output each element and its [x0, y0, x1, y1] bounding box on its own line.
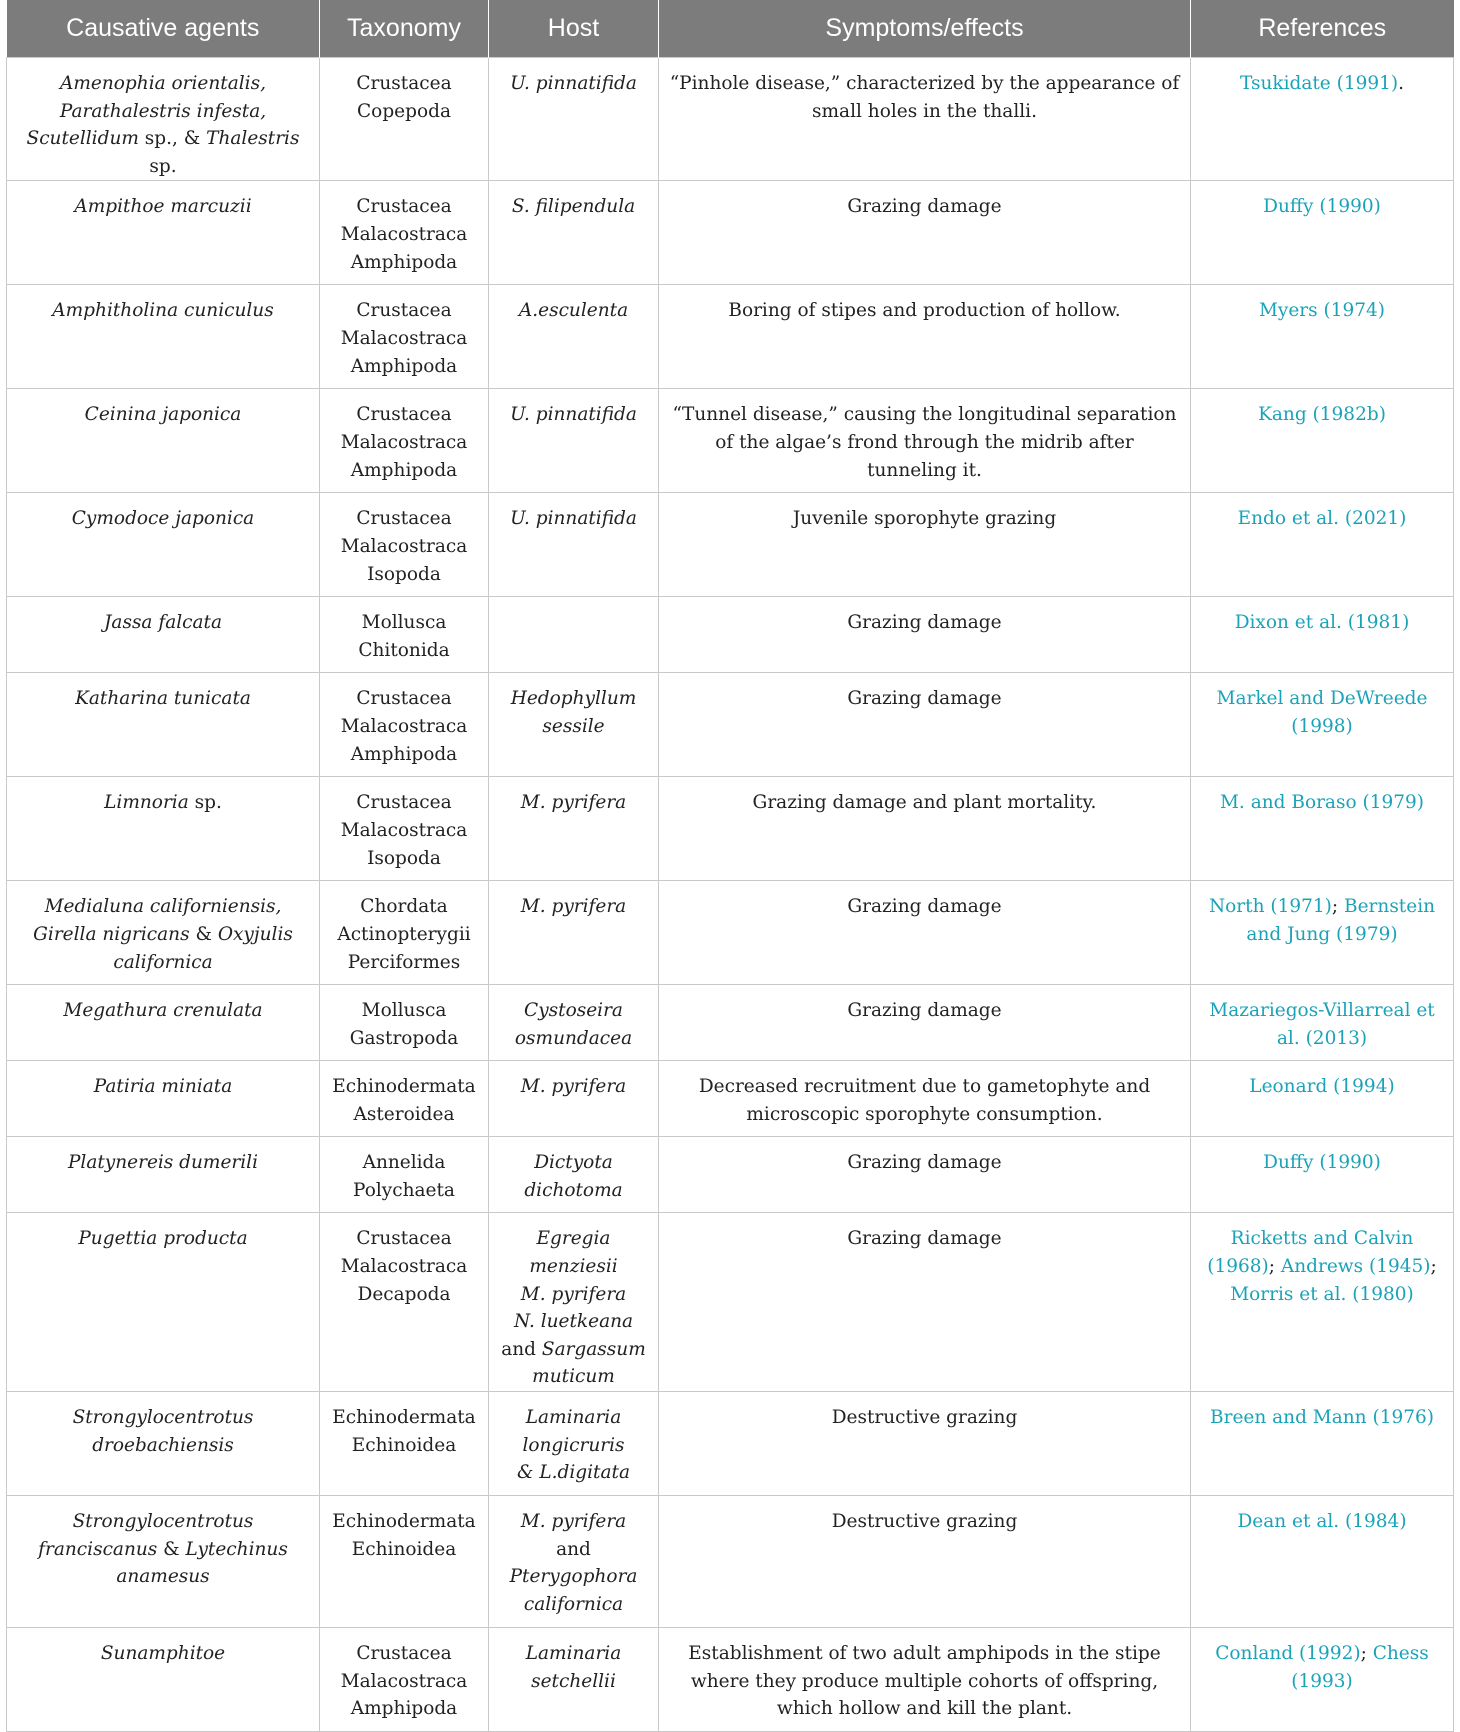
taxonomy-line: Decapoda — [357, 1283, 451, 1305]
table-row — [7, 1495, 1454, 1627]
text-run: M. pyrifera — [520, 1283, 627, 1305]
reference-link[interactable]: Conland (1992) — [1215, 1642, 1361, 1664]
text-run: Sunamphitoe — [100, 1642, 226, 1664]
text-run: Sargassum muticum — [532, 1338, 646, 1388]
text-run: Cymodoce japonica — [71, 508, 255, 530]
causative-agent-cell — [7, 1495, 320, 1627]
references-cell — [1191, 1391, 1454, 1495]
references-cell — [1191, 985, 1454, 1061]
table-row — [7, 597, 1454, 673]
text-run: sp., & — [138, 128, 207, 150]
table-row — [7, 777, 1454, 881]
causative-agent-cell — [7, 597, 320, 673]
taxonomy-line: Crustacea — [356, 300, 452, 322]
reference-link[interactable]: Bernstein and Jung (1979) — [1246, 896, 1436, 945]
table-row — [7, 285, 1454, 389]
text-run: A.esculenta — [518, 300, 629, 322]
symptoms-cell: Grazing damage and plant mortality. — [659, 777, 1191, 881]
host-cell — [489, 58, 659, 181]
text-run: Strongylocentrotus franciscanus — [38, 1510, 254, 1560]
references-cell — [1191, 1061, 1454, 1137]
text-run: Amenophia orientalis, Parathalestris infesta, Scutellidum — [26, 73, 267, 150]
taxonomy-cell — [320, 673, 489, 777]
text-run: Hedophyllum sessile — [510, 688, 637, 737]
text-run: Platynereis dumerili — [67, 1152, 259, 1174]
references-cell — [1191, 1137, 1454, 1213]
table-header — [7, 0, 1454, 58]
header-references: References — [1191, 0, 1454, 58]
header-row — [7, 0, 1454, 58]
text-run: Pugettia producta — [78, 1228, 248, 1250]
causative-agent-cell — [7, 1137, 320, 1213]
taxonomy-line: Amphipoda — [350, 1698, 458, 1720]
references-cell — [1191, 777, 1454, 881]
references-cell — [1191, 181, 1454, 285]
text-run: U. pinnatifida — [510, 404, 637, 426]
text-run: Ceinina japonica — [84, 404, 242, 426]
taxonomy-cell — [320, 1495, 489, 1627]
symptoms-cell: Juvenile sporophyte grazing — [659, 493, 1191, 597]
taxonomy-line: Echinoidea — [351, 1538, 457, 1560]
host-cell — [489, 597, 659, 673]
reference-separator: ; — [1360, 1642, 1373, 1664]
taxonomy-cell — [320, 58, 489, 181]
table-row — [7, 58, 1454, 181]
reference-link[interactable]: Leonard (1994) — [1249, 1076, 1395, 1098]
taxonomy-line: Echinodermata — [332, 1406, 476, 1428]
host-cell — [489, 389, 659, 493]
taxonomy-line: Crustacea — [356, 1228, 452, 1250]
taxonomy-cell — [320, 1061, 489, 1137]
text-run: Cystoseira osmundacea — [514, 1000, 633, 1049]
reference-link[interactable]: Myers (1974) — [1258, 300, 1386, 322]
taxonomy-cell — [320, 285, 489, 389]
table-container — [6, 0, 1453, 1732]
text-run: U. pinnatifida — [510, 73, 637, 94]
taxonomy-line: Crustacea — [356, 792, 452, 814]
text-run: Limnoria — [104, 792, 189, 814]
symptoms-cell: Destructive grazing — [659, 1391, 1191, 1495]
taxonomy-line: Amphipoda — [350, 251, 458, 273]
reference-link[interactable]: Chess (1993) — [1291, 1642, 1429, 1692]
table-row — [7, 389, 1454, 493]
text-run: Megathura crenulata — [63, 1000, 263, 1022]
symptoms-cell: Boring of stipes and production of hollow. — [659, 285, 1191, 389]
causative-agent-cell — [7, 1061, 320, 1137]
host-cell — [489, 1213, 659, 1392]
taxonomy-line: Amphipoda — [350, 355, 458, 377]
causative-agent-cell — [7, 777, 320, 881]
text-run: & — [157, 1538, 186, 1560]
symptoms-cell: Grazing damage — [659, 597, 1191, 673]
taxonomy-line: Malacostraca — [340, 1255, 468, 1277]
table-row — [7, 1391, 1454, 1495]
reference-link[interactable]: M. and Boraso (1979) — [1219, 792, 1424, 814]
taxonomy-line: Malacostraca — [340, 715, 468, 737]
taxonomy-cell — [320, 881, 489, 985]
taxonomy-cell — [320, 597, 489, 673]
symptoms-cell: Destructive grazing — [659, 1495, 1191, 1627]
taxonomy-cell — [320, 1627, 489, 1731]
causative-agent-cell — [7, 881, 320, 985]
table-row — [7, 881, 1454, 985]
reference-separator: ; — [1331, 896, 1345, 918]
references-cell — [1191, 58, 1454, 181]
reference-link[interactable]: Dean et al. (1984) — [1237, 1510, 1407, 1532]
taxonomy-cell — [320, 777, 489, 881]
reference-link[interactable]: Breen and Mann (1976) — [1210, 1406, 1434, 1428]
taxonomy-cell — [320, 1137, 489, 1213]
taxonomy-line: Polychaeta — [353, 1179, 455, 1201]
taxonomy-cell — [320, 181, 489, 285]
taxonomy-line: Crustacea — [356, 1642, 452, 1664]
host-cell — [489, 881, 659, 985]
causative-agent-cell — [7, 181, 320, 285]
symptoms-cell: Grazing damage — [659, 1213, 1191, 1392]
reference-link[interactable]: Tsukidate (1991) — [1239, 73, 1399, 94]
host-cell — [489, 1627, 659, 1731]
text-run: Pterygophora californica — [509, 1566, 638, 1615]
causative-agent-cell — [7, 285, 320, 389]
taxonomy-line: Actinopterygii — [337, 923, 471, 945]
references-cell — [1191, 1495, 1454, 1627]
text-run: M. pyrifera — [520, 1510, 627, 1532]
pest-table — [6, 0, 1454, 1732]
symptoms-cell: Grazing damage — [659, 881, 1191, 985]
text-run: U. pinnatifida — [510, 508, 637, 530]
taxonomy-line: Chitonida — [358, 639, 450, 661]
taxonomy-line: Malacostraca — [340, 1670, 468, 1692]
reference-link[interactable]: North (1971) — [1208, 896, 1332, 918]
text-run: and — [556, 1538, 591, 1560]
text-run: Laminaria setchellii — [525, 1642, 622, 1692]
taxonomy-line: Crustacea — [356, 688, 452, 710]
text-run: and — [501, 1338, 542, 1360]
reference-separator: ; — [1268, 1255, 1281, 1277]
taxonomy-line: Crustacea — [356, 196, 452, 218]
references-cell — [1191, 673, 1454, 777]
taxonomy-line: Crustacea — [356, 73, 452, 94]
text-run: M. pyrifera — [520, 792, 627, 814]
causative-agent-cell — [7, 493, 320, 597]
text-run: Ampithoe marcuzii — [74, 196, 252, 218]
text-run: Laminaria longicruris — [522, 1406, 625, 1456]
text-run: M. pyrifera — [520, 1076, 627, 1098]
table-row — [7, 1061, 1454, 1137]
table-row — [7, 673, 1454, 777]
reference-link[interactable]: Ricketts and Calvin (1968) — [1207, 1228, 1414, 1277]
references-cell — [1191, 881, 1454, 985]
host-cell — [489, 1495, 659, 1627]
taxonomy-line: Perciformes — [347, 951, 461, 973]
causative-agent-cell — [7, 1391, 320, 1495]
host-cell — [489, 673, 659, 777]
symptoms-cell: Establishment of two adult amphipods in the stipe where they produce multiple cohorts of offspring, which hollow and kill the plant. — [659, 1627, 1191, 1731]
text-run: Lytechinus anamesus — [116, 1538, 288, 1588]
host-cell — [489, 493, 659, 597]
host-cell — [489, 1391, 659, 1495]
host-cell — [489, 985, 659, 1061]
text-run: Dictyota dichotoma — [524, 1152, 623, 1201]
host-cell — [489, 777, 659, 881]
reference-link[interactable]: Mazariegos-Villarreal et al. (2013) — [1209, 1000, 1435, 1049]
text-run: N. luetkeana — [513, 1311, 634, 1333]
table-row — [7, 493, 1454, 597]
references-cell — [1191, 597, 1454, 673]
header-symptoms: Symptoms/effects — [659, 0, 1191, 58]
references-cell — [1191, 1627, 1454, 1731]
table-body — [7, 58, 1454, 1732]
host-cell — [489, 285, 659, 389]
reference-link[interactable]: Dixon et al. (1981) — [1234, 612, 1410, 634]
taxonomy-line: Amphipoda — [350, 459, 458, 481]
taxonomy-line: Annelida — [362, 1152, 446, 1174]
symptoms-cell: “Tunnel disease,” causing the longitudinal separation of the algae’s frond through the midrib after tunneling it. — [659, 389, 1191, 493]
causative-agent-cell — [7, 58, 320, 181]
text-run: M. pyrifera — [520, 896, 627, 918]
symptoms-cell: “Pinhole disease,” characterized by the appearance of small holes in the thalli. — [659, 58, 1191, 181]
host-cell — [489, 181, 659, 285]
text-run: Medialuna californiensis, Girella nigricans — [33, 896, 282, 945]
taxonomy-cell — [320, 1213, 489, 1392]
taxonomy-line: Echinoidea — [351, 1434, 457, 1456]
causative-agent-cell — [7, 673, 320, 777]
symptoms-cell: Grazing damage — [659, 1137, 1191, 1213]
text-run: sp. — [188, 792, 222, 814]
references-cell — [1191, 285, 1454, 389]
references-cell — [1191, 493, 1454, 597]
taxonomy-line: Malacostraca — [340, 819, 468, 841]
taxonomy-line: Chordata — [360, 896, 448, 918]
taxonomy-line: Copepoda — [357, 100, 451, 122]
taxonomy-line: Asteroidea — [353, 1103, 455, 1125]
table-row — [7, 1213, 1454, 1392]
text-run: Katharina tunicata — [75, 688, 251, 710]
taxonomy-line: Malacostraca — [340, 431, 468, 453]
reference-suffix: . — [1398, 73, 1405, 94]
causative-agent-cell — [7, 1213, 320, 1392]
reference-link[interactable]: Markel and DeWreede (1998) — [1216, 688, 1428, 737]
taxonomy-line: Amphipoda — [350, 743, 458, 765]
text-run: Egregia menziesii — [529, 1228, 618, 1277]
taxonomy-line: Malacostraca — [340, 535, 468, 557]
reference-link[interactable]: Morris et al. (1980) — [1230, 1283, 1414, 1305]
reference-link[interactable]: Andrews (1945) — [1280, 1255, 1431, 1277]
host-cell — [489, 1137, 659, 1213]
taxonomy-line: Malacostraca — [340, 223, 468, 245]
text-run: Oxyjulis californica — [113, 923, 293, 973]
taxonomy-cell — [320, 493, 489, 597]
table-row — [7, 1137, 1454, 1213]
references-cell — [1191, 389, 1454, 493]
causative-agent-cell — [7, 1627, 320, 1731]
taxonomy-cell — [320, 1391, 489, 1495]
taxonomy-line: Crustacea — [356, 404, 452, 426]
taxonomy-line: Isopoda — [367, 847, 441, 869]
text-run: & L.digitata — [517, 1462, 630, 1484]
host-cell — [489, 1061, 659, 1137]
symptoms-cell: Grazing damage — [659, 181, 1191, 285]
references-cell — [1191, 1213, 1454, 1392]
taxonomy-line: Isopoda — [367, 563, 441, 585]
taxonomy-line: Echinodermata — [332, 1510, 476, 1532]
reference-link[interactable]: Endo et al. (2021) — [1237, 508, 1407, 530]
reference-link[interactable]: Duffy (1990) — [1263, 1152, 1381, 1174]
reference-link[interactable]: Kang (1982b) — [1258, 404, 1386, 426]
taxonomy-cell — [320, 389, 489, 493]
taxonomy-line: Mollusca — [361, 612, 447, 634]
text-run: Thalestris — [206, 128, 300, 150]
taxonomy-line: Crustacea — [356, 508, 452, 530]
symptoms-cell: Grazing damage — [659, 673, 1191, 777]
text-run: Amphitholina cuniculus — [52, 300, 274, 322]
header-taxonomy: Taxonomy — [320, 0, 489, 58]
reference-link[interactable]: Duffy (1990) — [1263, 196, 1381, 218]
text-run: S. filipendula — [511, 196, 636, 218]
header-causative-agents: Causative agents — [7, 0, 320, 58]
text-run: Patiria miniata — [93, 1076, 233, 1098]
taxonomy-cell — [320, 985, 489, 1061]
symptoms-cell: Decreased recruitment due to gametophyte and microscopic sporophyte consumption. — [659, 1061, 1191, 1137]
text-run: sp. — [149, 155, 177, 177]
causative-agent-cell — [7, 389, 320, 493]
taxonomy-line: Malacostraca — [340, 327, 468, 349]
table-row — [7, 985, 1454, 1061]
text-run: & — [189, 923, 218, 945]
taxonomy-line: Echinodermata — [332, 1076, 476, 1098]
table-row — [7, 1627, 1454, 1731]
text-run: Strongylocentrotus droebachiensis — [72, 1406, 254, 1456]
header-host: Host — [489, 0, 659, 58]
symptoms-cell: Grazing damage — [659, 985, 1191, 1061]
taxonomy-line: Gastropoda — [349, 1027, 459, 1049]
reference-separator: ; — [1430, 1255, 1437, 1277]
taxonomy-line: Mollusca — [361, 1000, 447, 1022]
table-row — [7, 181, 1454, 285]
text-run: Jassa falcata — [104, 612, 222, 634]
causative-agent-cell — [7, 985, 320, 1061]
